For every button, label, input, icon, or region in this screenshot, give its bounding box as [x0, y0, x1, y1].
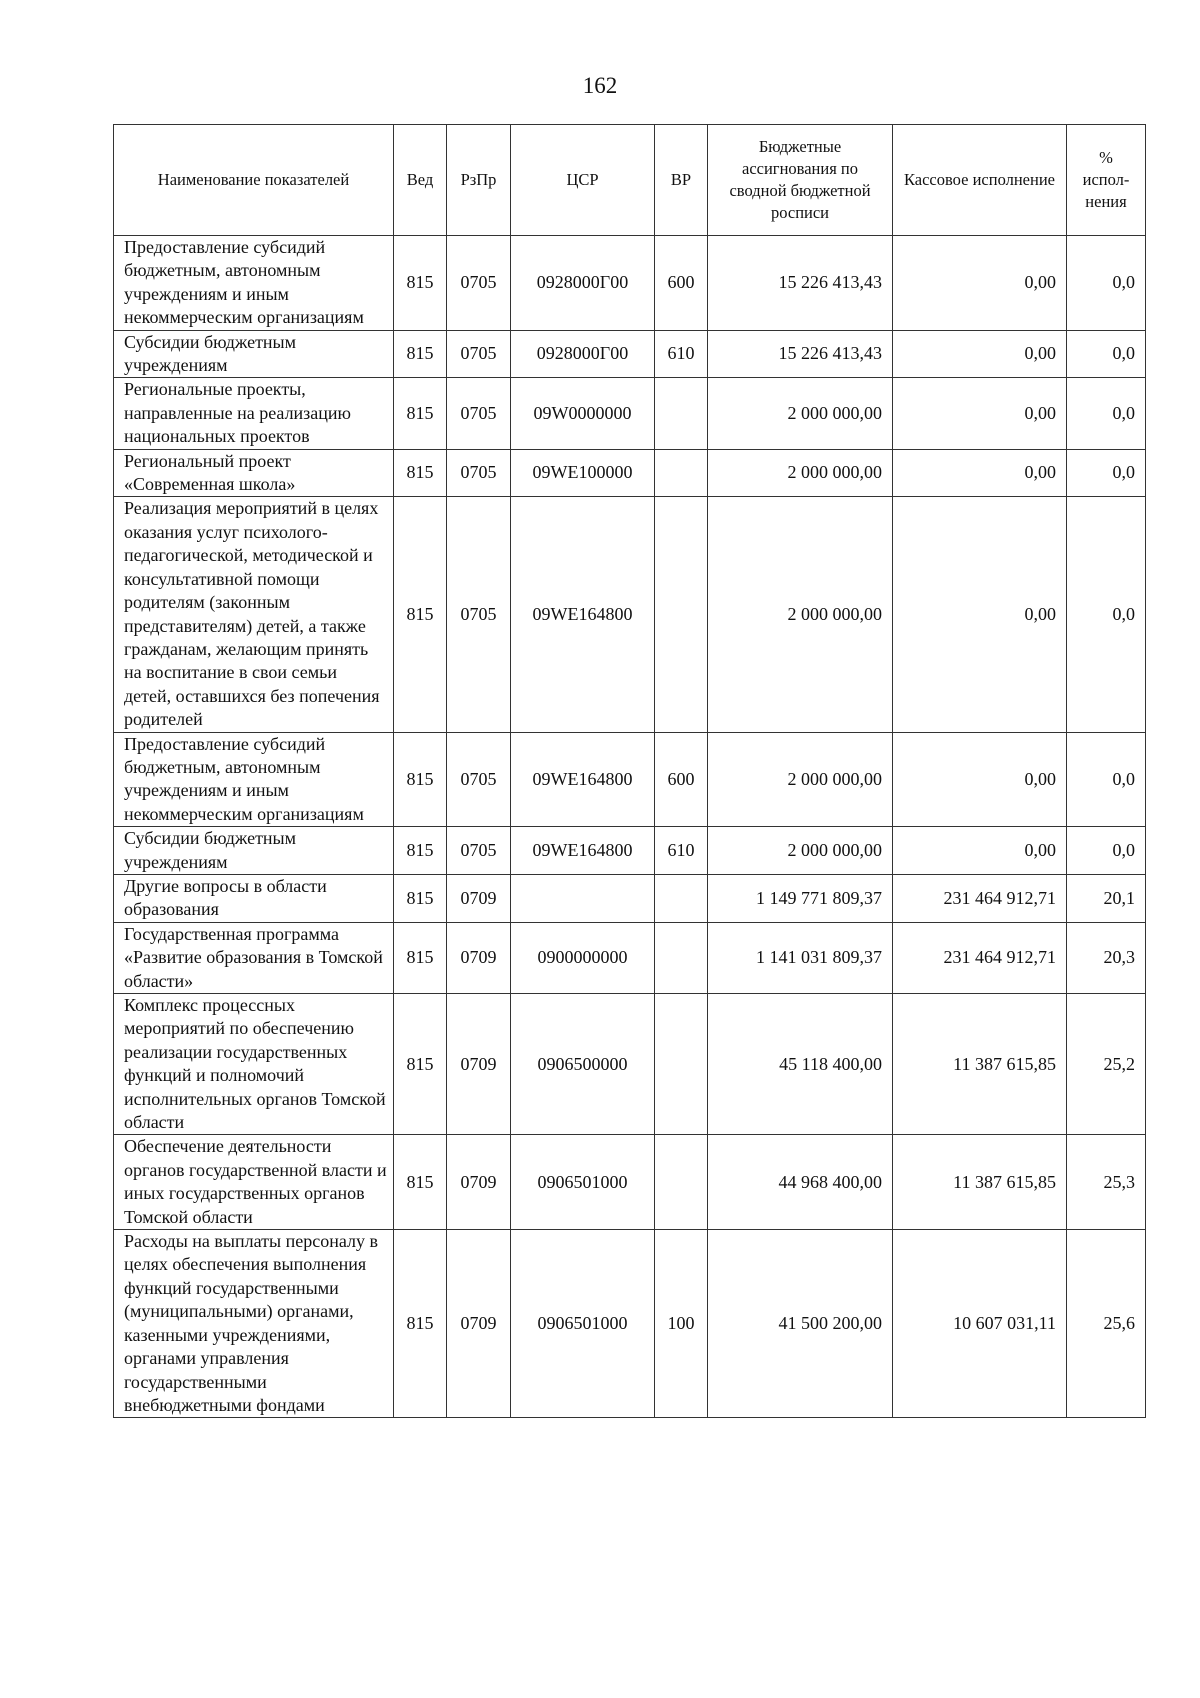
- table-row: [114, 497, 1146, 732]
- row-cash: 0,00: [893, 732, 1067, 827]
- row-ved: 815: [394, 732, 447, 827]
- row-name: Обеспечение деятельности органов государственной власти и иных государственных органов Томской области: [114, 1135, 394, 1230]
- row-rzpr: 0705: [447, 732, 511, 827]
- row-assignments: 1 141 031 809,37: [708, 922, 893, 993]
- row-ved: 815: [394, 330, 447, 378]
- row-name: Государственная программа «Развитие образования в Томской области»: [114, 922, 394, 993]
- row-percent: 0,0: [1067, 827, 1146, 875]
- row-name: Комплекс процессных мероприятий по обеспечению реализации государственных функций и полномочий исполнительных органов Томской области: [114, 994, 394, 1135]
- table-row: [114, 330, 1146, 378]
- row-csr: 09WE164800: [511, 827, 655, 875]
- row-ved: 815: [394, 378, 447, 449]
- row-cash: 0,00: [893, 378, 1067, 449]
- row-vr: 100: [655, 1230, 708, 1418]
- row-name: Другие вопросы в области образования: [114, 874, 394, 922]
- row-name: Региональный проект «Современная школа»: [114, 449, 394, 497]
- row-assignments: 2 000 000,00: [708, 732, 893, 827]
- row-cash: 0,00: [893, 449, 1067, 497]
- row-assignments: 2 000 000,00: [708, 827, 893, 875]
- header-rzpr: РзПр: [447, 125, 511, 236]
- row-cash: 0,00: [893, 330, 1067, 378]
- row-ved: 815: [394, 994, 447, 1135]
- row-ved: 815: [394, 1230, 447, 1418]
- row-name: Субсидии бюджетным учреждениям: [114, 827, 394, 875]
- table-row: [114, 874, 1146, 922]
- table-row: [114, 1135, 1146, 1230]
- row-vr: 600: [655, 236, 708, 331]
- header-ved: Вед: [394, 125, 447, 236]
- row-csr: 0928000Г00: [511, 330, 655, 378]
- row-rzpr: 0709: [447, 1135, 511, 1230]
- row-csr: 0906501000: [511, 1135, 655, 1230]
- row-cash: 0,00: [893, 497, 1067, 732]
- row-ved: 815: [394, 827, 447, 875]
- row-percent: 0,0: [1067, 497, 1146, 732]
- row-rzpr: 0705: [447, 827, 511, 875]
- header-vr: ВР: [655, 125, 708, 236]
- row-assignments: 2 000 000,00: [708, 449, 893, 497]
- row-percent: 0,0: [1067, 236, 1146, 331]
- row-assignments: 2 000 000,00: [708, 497, 893, 732]
- row-vr: [655, 449, 708, 497]
- row-name: Региональные проекты, направленные на реализацию национальных проектов: [114, 378, 394, 449]
- row-csr: 09WE100000: [511, 449, 655, 497]
- table-row: [114, 827, 1146, 875]
- table-row: [114, 236, 1146, 331]
- row-vr: 610: [655, 330, 708, 378]
- row-cash: 11 387 615,85: [893, 994, 1067, 1135]
- row-rzpr: 0709: [447, 994, 511, 1135]
- row-cash: 0,00: [893, 236, 1067, 331]
- row-ved: 815: [394, 236, 447, 331]
- table-header-row: [114, 125, 1146, 236]
- row-percent: 20,1: [1067, 874, 1146, 922]
- table-row: [114, 922, 1146, 993]
- row-cash: 10 607 031,11: [893, 1230, 1067, 1418]
- row-ved: 815: [394, 449, 447, 497]
- row-rzpr: 0705: [447, 236, 511, 331]
- row-name: Реализация мероприятий в целях оказания услуг психолого-педагогической, методической и консультативной помощи родителям (законным представителям) детей, а также гражданам, желающим принять на воспитание в свои семьи детей, оставшихся без попечения родителей: [114, 497, 394, 732]
- row-ved: 815: [394, 1135, 447, 1230]
- row-vr: [655, 874, 708, 922]
- row-vr: [655, 378, 708, 449]
- row-rzpr: 0709: [447, 922, 511, 993]
- row-assignments: 45 118 400,00: [708, 994, 893, 1135]
- row-name: Предоставление субсидий бюджетным, автономным учреждениям и иным некоммерческим организациям: [114, 732, 394, 827]
- budget-table: [113, 124, 1146, 1418]
- row-ved: 815: [394, 922, 447, 993]
- row-vr: 600: [655, 732, 708, 827]
- row-cash: 11 387 615,85: [893, 1135, 1067, 1230]
- header-percent: % испол-нения: [1067, 125, 1146, 236]
- row-name: Предоставление субсидий бюджетным, автономным учреждениям и иным некоммерческим организациям: [114, 236, 394, 331]
- row-percent: 25,2: [1067, 994, 1146, 1135]
- row-assignments: 1 149 771 809,37: [708, 874, 893, 922]
- row-assignments: 2 000 000,00: [708, 378, 893, 449]
- row-vr: 610: [655, 827, 708, 875]
- row-percent: 0,0: [1067, 732, 1146, 827]
- row-percent: 0,0: [1067, 378, 1146, 449]
- row-rzpr: 0709: [447, 874, 511, 922]
- row-ved: 815: [394, 874, 447, 922]
- row-cash: 0,00: [893, 827, 1067, 875]
- row-assignments: 44 968 400,00: [708, 1135, 893, 1230]
- row-csr: 0906501000: [511, 1230, 655, 1418]
- row-csr: [511, 874, 655, 922]
- row-vr: [655, 497, 708, 732]
- header-cash: Кассовое исполнение: [893, 125, 1067, 236]
- row-name: Расходы на выплаты персоналу в целях обеспечения выполнения функций государственными (муниципальными) органами, казенными учреждениями, органами управления государственными внебюджетными фондами: [114, 1230, 394, 1418]
- row-csr: 0906500000: [511, 994, 655, 1135]
- row-vr: [655, 922, 708, 993]
- row-rzpr: 0709: [447, 1230, 511, 1418]
- table-row: [114, 1230, 1146, 1418]
- row-vr: [655, 1135, 708, 1230]
- header-name: Наименование показателей: [114, 125, 394, 236]
- row-vr: [655, 994, 708, 1135]
- row-percent: 25,6: [1067, 1230, 1146, 1418]
- row-assignments: 41 500 200,00: [708, 1230, 893, 1418]
- row-assignments: 15 226 413,43: [708, 330, 893, 378]
- row-csr: 09W0000000: [511, 378, 655, 449]
- row-percent: 20,3: [1067, 922, 1146, 993]
- row-percent: 0,0: [1067, 449, 1146, 497]
- row-percent: 25,3: [1067, 1135, 1146, 1230]
- row-name: Субсидии бюджетным учреждениям: [114, 330, 394, 378]
- row-assignments: 15 226 413,43: [708, 236, 893, 331]
- page-number: 162: [582, 73, 618, 98]
- row-rzpr: 0705: [447, 497, 511, 732]
- row-rzpr: 0705: [447, 449, 511, 497]
- row-cash: 231 464 912,71: [893, 922, 1067, 993]
- header-assignments: Бюджетные ассигнования по сводной бюджетной росписи: [708, 125, 893, 236]
- row-rzpr: 0705: [447, 330, 511, 378]
- row-rzpr: 0705: [447, 378, 511, 449]
- row-csr: 09WE164800: [511, 732, 655, 827]
- table-row: [114, 378, 1146, 449]
- row-percent: 0,0: [1067, 330, 1146, 378]
- row-csr: 0900000000: [511, 922, 655, 993]
- header-csr: ЦСР: [511, 125, 655, 236]
- table-row: [114, 994, 1146, 1135]
- table-row: [114, 732, 1146, 827]
- row-cash: 231 464 912,71: [893, 874, 1067, 922]
- table-row: [114, 449, 1146, 497]
- row-ved: 815: [394, 497, 447, 732]
- row-csr: 09WE164800: [511, 497, 655, 732]
- row-csr: 0928000Г00: [511, 236, 655, 331]
